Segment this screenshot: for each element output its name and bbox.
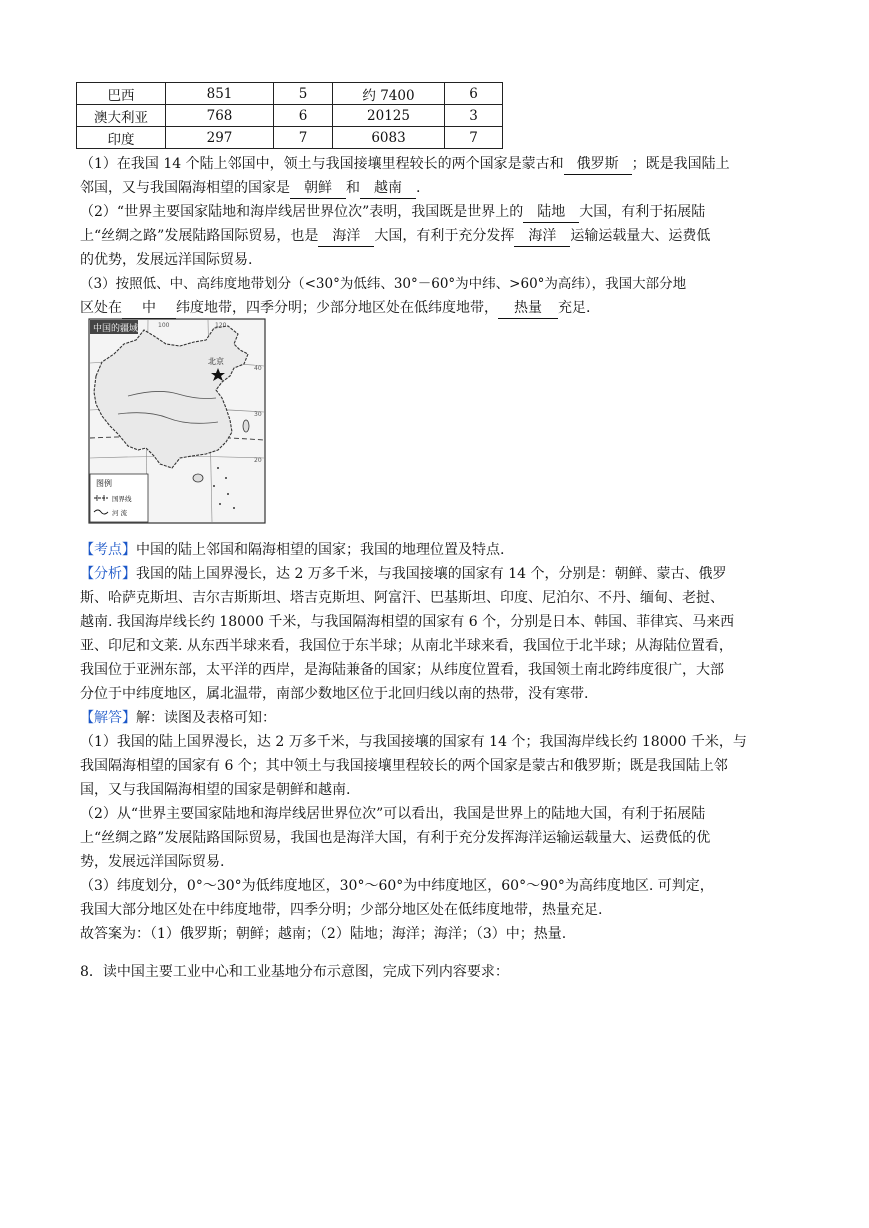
- answer-blank: 海洋: [514, 226, 570, 247]
- q2-line-3: 的优势，发展远洋国际贸易.: [80, 252, 253, 268]
- q1-line-2: [80, 176, 788, 200]
- answer-blank: 越南: [360, 178, 416, 199]
- text: 充足.: [558, 300, 591, 316]
- text: （1）在我国 14 个陆上邻国中，领土与我国接壤里程较长的两个国家是蒙古和: [80, 156, 564, 172]
- q2-line-1: [80, 200, 788, 224]
- table-cell: 851: [166, 83, 274, 105]
- map-title: 中国的疆域: [93, 324, 139, 334]
- jieda-line: 我国大部分地区处在中纬度地带，四季分明；少部分地区处在低纬度地带，热量充足.: [80, 902, 603, 918]
- text: 区处在: [80, 300, 122, 316]
- text: 我国的陆上国界漫长，达 2 万多千米，与我国接壤的国家有 14 个，分别是：朝鲜、蒙古、俄罗: [136, 566, 727, 582]
- table-cell: 7: [274, 127, 333, 149]
- fenxi-line: 我国位于亚洲东部，太平洋的西岸，是海陆兼备的国家；从纬度位置看，我国领土南北跨纬度很广，大部: [80, 662, 724, 678]
- text: 纬度地带，四季分明；少部分地区处在低纬度地带，: [176, 300, 498, 316]
- answer-blank: 朝鲜: [290, 178, 346, 199]
- jieda-line: （1）我国的陆上国界漫长，达 2 万多千米，与我国接壤的国家有 14 个；我国海岸线长约 18000 千米，与: [80, 734, 747, 750]
- table-cell: 6083: [333, 127, 445, 149]
- lon-label: 120: [215, 322, 227, 329]
- answer-summary: 故答案为：（1）俄罗斯；朝鲜；越南；（2）陆地；海洋；海洋；（3）中；热量.: [80, 926, 567, 942]
- text: 解：读图及表格可知：: [136, 710, 276, 726]
- legend-border-label: 国界线: [112, 495, 132, 503]
- text: （2）“世界主要国家陆地和海岸线居世界位次”表明，我国既是世界上的: [80, 204, 524, 220]
- answer-blank: 俄罗斯: [564, 154, 632, 175]
- fenxi-tag: 【分析】: [80, 566, 136, 582]
- answer-blank: 中: [122, 298, 176, 319]
- text: 上“丝绸之路”发展陆路国际贸易，也是: [80, 228, 319, 244]
- text: 邻国，又与我国隔海相望的国家是: [80, 180, 290, 196]
- jieda-tag: 【解答】: [80, 710, 136, 726]
- fenxi-line: 斯、哈萨克斯坦、吉尔吉斯斯坦、塔吉克斯坦、阿富汗、巴基斯坦、印度、尼泊尔、不丹、缅甸、老挝、: [80, 590, 724, 606]
- legend-title: 图例: [96, 479, 112, 488]
- text: .: [416, 180, 421, 196]
- text: 大国，有利于充分发挥: [374, 228, 515, 244]
- table-row: [77, 127, 503, 149]
- jieda-line: 我国隔海相望的国家有 6 个；其中领土与我国接壤里程较长的两个国家是蒙古和俄罗斯；既是我国陆上邻: [80, 758, 728, 774]
- text: 中国的陆上邻国和隔海相望的国家；我国的地理位置及特点.: [136, 542, 505, 558]
- table-cell: 7: [445, 127, 503, 149]
- table-cell: 澳大利亚: [77, 105, 166, 127]
- table-cell: 297: [166, 127, 274, 149]
- kaodian-line: [80, 538, 788, 562]
- table-row: [77, 83, 503, 105]
- question-8: 8．读中国主要工业中心和工业基地分布示意图，完成下列内容要求：: [80, 964, 509, 980]
- answer-blank: 海洋: [318, 226, 374, 247]
- q3-line-1: （3）按照低、中、高纬度地带划分（<30°为低纬、30°－60°为中纬、>60°为高纬），我国大部分地: [80, 276, 687, 292]
- jieda-line: 上“丝绸之路”发展陆路国际贸易，我国也是海洋大国，有利于充分发挥海洋运输运载量大、运费低的优: [80, 830, 711, 846]
- lon-label: 100: [158, 322, 170, 329]
- answer-blank: 热量: [498, 298, 558, 319]
- jieda-line: [80, 706, 788, 730]
- kaodian-tag: 【考点】: [80, 542, 136, 558]
- legend-river-label: 河 流: [112, 509, 128, 517]
- text: 运输运载量大、运费低: [570, 228, 711, 244]
- jieda-line: 势，发展远洋国际贸易.: [80, 854, 225, 870]
- text: 和: [346, 180, 360, 196]
- lat-label: 40: [254, 365, 262, 372]
- fenxi-line: 分位于中纬度地区，属北温带，南部少数地区位于北回归线以南的热带，没有寒带.: [80, 686, 589, 702]
- q2-line-2: [80, 224, 788, 248]
- jieda-line: 国，又与我国隔海相望的国家是朝鲜和越南.: [80, 782, 351, 798]
- q1-line-1: [80, 152, 788, 176]
- lat-label: 20: [254, 457, 262, 464]
- text: ；既是我国陆上: [631, 156, 730, 172]
- q3-line-2: [80, 296, 788, 320]
- fenxi-line: 亚、印尼和文莱. 从东西半球来看，我国位于东半球；从南北半球来看，我国位于北半球；从海陆位置看，: [80, 638, 733, 654]
- china-territory-map: [88, 318, 266, 524]
- table-cell: 印度: [77, 127, 166, 149]
- map-city-label: 北京: [208, 357, 224, 366]
- table-row: [77, 105, 503, 127]
- fenxi-line: 越南. 我国海岸线长约 18000 千米，与我国隔海相望的国家有 6 个，分别是日本、韩国、菲律宾、马来西: [80, 614, 735, 630]
- fenxi-line: [80, 562, 788, 586]
- country-stats-table: [76, 82, 503, 149]
- table-cell: 20125: [333, 105, 445, 127]
- table-cell: 3: [445, 105, 503, 127]
- jieda-line: （2）从“世界主要国家陆地和海岸线居世界位次”可以看出，我国是世界上的陆地大国，有利于拓展陆: [80, 806, 706, 822]
- text: 大国，有利于拓展陆: [579, 204, 706, 220]
- table-cell: 巴西: [77, 83, 166, 105]
- table-cell: 6: [445, 83, 503, 105]
- jieda-line: （3）纬度划分，0°～30°为低纬度地区，30°～60°为中纬度地区，60°～90°为高纬度地区. 可判定，: [80, 878, 714, 894]
- table-cell: 768: [166, 105, 274, 127]
- lat-label: 30: [254, 411, 262, 418]
- answer-blank: 陆地: [523, 202, 579, 223]
- table-cell: 约 7400: [333, 83, 445, 105]
- table-cell: 6: [274, 105, 333, 127]
- table-cell: 5: [274, 83, 333, 105]
